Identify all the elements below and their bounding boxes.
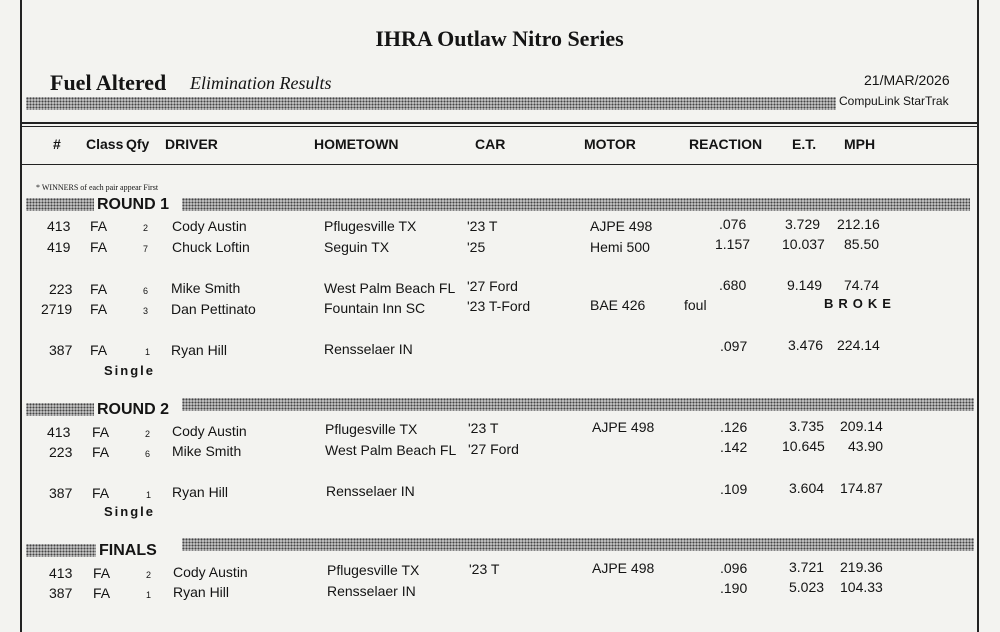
row-reaction: .126: [720, 419, 748, 435]
col-mph: MPH: [844, 136, 876, 152]
row-et: 9.149: [787, 277, 823, 293]
col-et: E.T.: [792, 136, 817, 152]
row-num: 387: [49, 585, 73, 601]
row-num: 387: [49, 342, 73, 358]
event-date: 21/MAR/2026: [864, 72, 950, 88]
row-num: 223: [49, 444, 73, 460]
row-driver: Mike Smith: [172, 443, 242, 459]
col-motor: MOTOR: [584, 136, 636, 152]
row-class: FA: [90, 342, 108, 358]
single-label: Single: [104, 363, 156, 378]
col-qfy: Qfy: [126, 136, 150, 152]
single-label: Single: [104, 504, 156, 519]
row-mph: 219.36: [840, 559, 883, 575]
row-hometown: Pflugesville TX: [325, 421, 418, 437]
row-qfy: 3: [143, 306, 149, 316]
header-divider-thin: [22, 126, 977, 127]
results-subtitle: Elimination Results: [190, 73, 332, 93]
row-motor: Hemi 500: [590, 239, 650, 255]
row-reaction: .076: [719, 216, 747, 232]
row-car: '25: [467, 239, 486, 255]
row-qfy: 1: [146, 590, 152, 600]
row-foul: foul: [684, 297, 707, 313]
col-class: Class: [86, 136, 124, 152]
row-car: '23 T: [469, 561, 500, 577]
series-title: IHRA Outlaw Nitro Series: [375, 26, 624, 51]
row-hometown: West Palm Beach FL: [325, 442, 457, 458]
row-car: '23 T: [467, 218, 498, 234]
row-mph: 174.87: [840, 480, 883, 496]
row-qfy: 2: [145, 429, 151, 439]
row-driver: Mike Smith: [171, 280, 241, 296]
row-hometown: West Palm Beach FL: [324, 280, 456, 296]
round-2-label: ROUND 2: [97, 401, 170, 418]
row-qfy: 1: [145, 347, 151, 357]
row-qfy: 2: [143, 223, 149, 233]
row-driver: Dan Pettinato: [171, 301, 256, 317]
timing-brand: CompuLink StarTrak: [839, 94, 949, 108]
row-mph: 85.50: [844, 236, 880, 252]
row-reaction: .142: [720, 439, 748, 455]
row-num: 413: [49, 565, 73, 581]
row-et: 10.037: [782, 236, 825, 252]
row-qfy: 7: [143, 244, 149, 254]
header-dot-band: [26, 97, 836, 110]
row-et: 3.721: [789, 559, 825, 575]
row-motor: AJPE 498: [590, 218, 653, 234]
row-reaction: .190: [720, 580, 748, 596]
row-mph: 212.16: [837, 216, 880, 232]
row-qfy: 1: [146, 490, 152, 500]
results-sheet: [20, 0, 979, 632]
row-hometown: Pflugesville TX: [327, 562, 420, 578]
row-reaction: .096: [720, 560, 748, 576]
row-motor: AJPE 498: [592, 419, 655, 435]
row-broke: BROKE: [824, 296, 896, 311]
row-hometown: Rensselaer IN: [324, 341, 413, 357]
row-mph: 74.74: [844, 277, 880, 293]
row-car: '23 T: [468, 420, 499, 436]
row-mph: 209.14: [840, 418, 883, 434]
row-et: 3.476: [788, 337, 824, 353]
row-class: FA: [93, 565, 111, 581]
row-car: '23 T-Ford: [467, 298, 531, 314]
event-name: Fuel Altered: [50, 70, 167, 95]
col-num: #: [53, 136, 61, 152]
row-class: FA: [90, 218, 108, 234]
row-num: 2719: [41, 301, 73, 317]
row-et: 3.729: [785, 216, 821, 232]
row-et: 10.645: [782, 438, 825, 454]
col-reaction: REACTION: [689, 136, 763, 152]
row-et: 5.023: [789, 579, 825, 595]
row-driver: Ryan Hill: [171, 342, 228, 358]
row-mph: 43.90: [848, 438, 884, 454]
row-class: FA: [90, 281, 108, 297]
row-hometown: Rensselaer IN: [327, 583, 416, 599]
finals-dots-right: [182, 538, 974, 551]
header-divider: [22, 122, 977, 124]
row-reaction: .680: [719, 277, 747, 293]
row-driver: Ryan Hill: [172, 484, 229, 500]
row-motor: AJPE 498: [592, 560, 655, 576]
row-qfy: 6: [143, 286, 149, 296]
row-reaction: .109: [720, 481, 748, 497]
round-1-dots-right: [182, 198, 970, 211]
row-qfy: 6: [145, 449, 151, 459]
row-class: FA: [90, 239, 108, 255]
row-hometown: Pflugesville TX: [324, 218, 417, 234]
row-car: '27 Ford: [468, 441, 519, 457]
row-et: 3.604: [789, 480, 825, 496]
row-motor: BAE 426: [590, 297, 646, 313]
row-class: FA: [92, 485, 110, 501]
row-class: FA: [93, 585, 111, 601]
column-header-divider: [22, 164, 977, 165]
row-class: FA: [90, 301, 108, 317]
round-2-dots-left: [26, 403, 94, 416]
row-num: 223: [49, 281, 73, 297]
row-num: 387: [49, 485, 73, 501]
row-mph: 104.33: [840, 579, 883, 595]
row-car: '27 Ford: [467, 278, 518, 294]
row-reaction: 1.157: [715, 236, 751, 252]
finals-label: FINALS: [99, 542, 157, 559]
col-driver: DRIVER: [165, 136, 218, 152]
row-reaction: .097: [720, 338, 748, 354]
round-2-dots-right: [182, 398, 974, 411]
row-class: FA: [92, 444, 110, 460]
col-hometown: HOMETOWN: [314, 136, 399, 152]
row-qfy: 2: [146, 570, 152, 580]
round-1-label: ROUND 1: [97, 196, 170, 213]
round-1-dots-left: [26, 198, 94, 211]
row-driver: Cody Austin: [173, 564, 248, 580]
row-class: FA: [92, 424, 110, 440]
row-driver: Cody Austin: [172, 423, 247, 439]
col-car: CAR: [475, 136, 506, 152]
row-mph: 224.14: [837, 337, 880, 353]
winners-note: * WINNERS of each pair appear First: [36, 183, 159, 192]
row-num: 419: [47, 239, 71, 255]
row-driver: Ryan Hill: [173, 584, 230, 600]
finals-dots-left: [26, 544, 96, 557]
row-driver: Cody Austin: [172, 218, 247, 234]
row-num: 413: [47, 218, 71, 234]
row-driver: Chuck Loftin: [172, 239, 250, 255]
row-hometown: Seguin TX: [324, 239, 390, 255]
row-et: 3.735: [789, 418, 825, 434]
row-hometown: Rensselaer IN: [326, 483, 415, 499]
row-num: 413: [47, 424, 71, 440]
row-hometown: Fountain Inn SC: [324, 300, 426, 316]
